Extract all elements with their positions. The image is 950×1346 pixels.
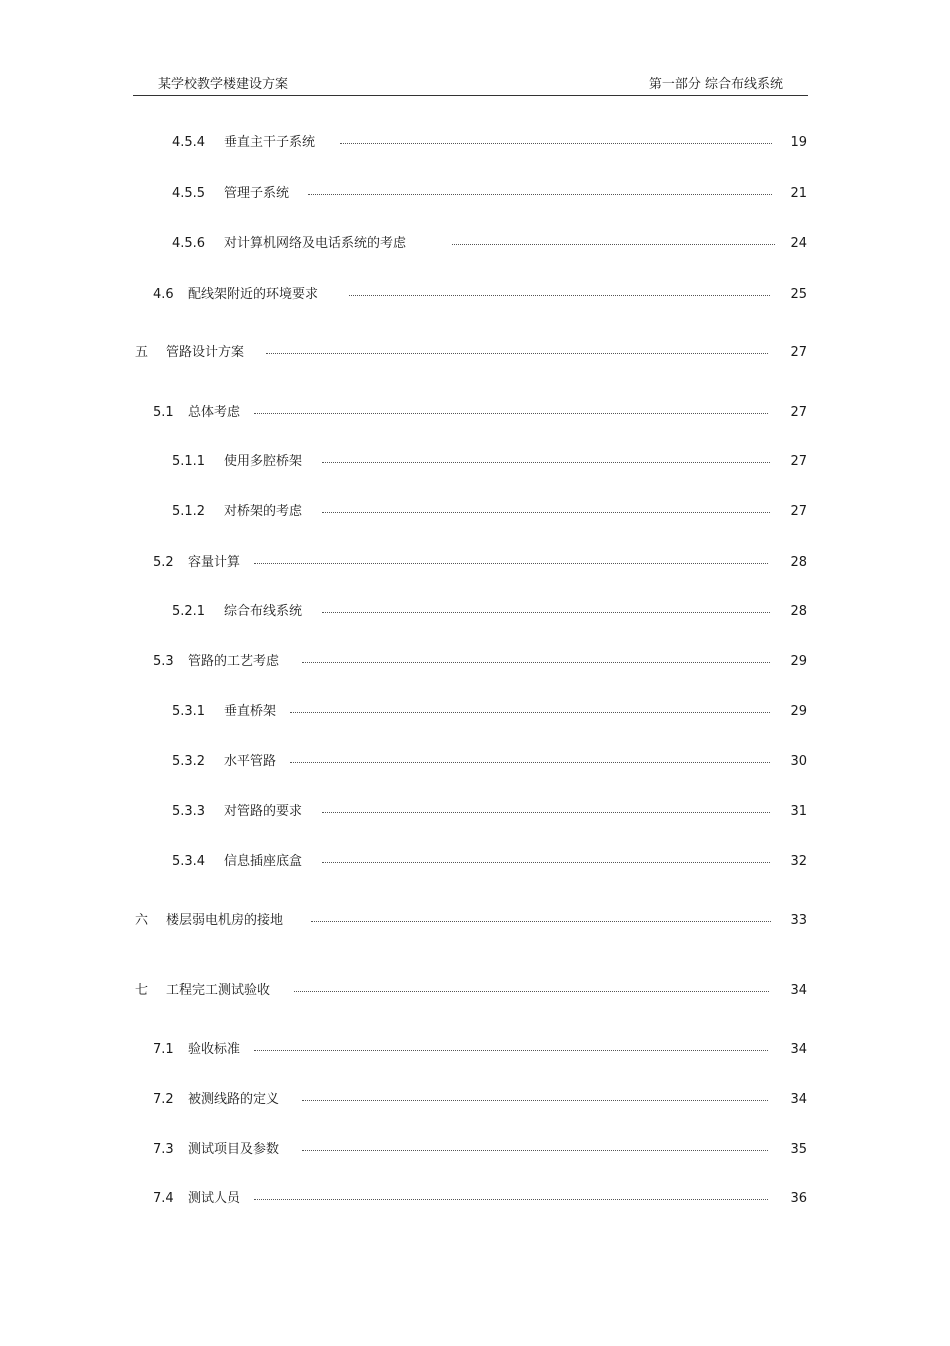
toc-title: 管理子系统 (224, 186, 290, 201)
toc-title: 信息插座底盒 (224, 854, 303, 869)
toc-page: 34 (790, 983, 807, 998)
toc-title: 楼层弱电机房的接地 (166, 913, 284, 928)
toc-title: 容量计算 (188, 555, 241, 570)
toc-entry[interactable] (153, 554, 807, 572)
toc-page: 34 (790, 1092, 807, 1107)
toc-leader-dots (290, 712, 770, 713)
toc-number: 5.3.3 (172, 804, 206, 819)
toc-number: 5.1.1 (172, 454, 206, 469)
toc-page: 21 (790, 186, 807, 201)
toc-page: 27 (790, 454, 807, 469)
toc-title: 垂直桥架 (224, 704, 277, 719)
toc-leader-dots (349, 295, 770, 296)
toc-leader-dots (302, 662, 770, 663)
toc-entry[interactable] (172, 603, 807, 621)
toc-number: 六 (135, 913, 149, 928)
toc-entry[interactable] (172, 803, 807, 821)
toc-page: 33 (790, 913, 807, 928)
toc-title: 工程完工测试验收 (166, 983, 271, 998)
toc-leader-dots (302, 1150, 768, 1151)
toc-number: 5.3.1 (172, 704, 206, 719)
toc-entry[interactable] (172, 753, 807, 771)
toc-title: 垂直主干子系统 (224, 135, 316, 150)
toc-leader-dots (322, 462, 770, 463)
toc-page: 31 (790, 804, 807, 819)
toc-leader-dots (322, 512, 770, 513)
toc-title: 总体考虑 (188, 405, 241, 420)
toc-page: 35 (790, 1142, 807, 1157)
toc-entry[interactable] (153, 1041, 807, 1059)
toc-entry[interactable] (153, 404, 807, 422)
toc-page: 27 (790, 504, 807, 519)
toc-leader-dots (254, 1050, 768, 1051)
toc-entry[interactable] (172, 503, 807, 521)
toc-number: 7.2 (153, 1092, 174, 1107)
toc-entry[interactable] (172, 185, 807, 203)
toc-number: 5.3.4 (172, 854, 206, 869)
toc-leader-dots (452, 244, 775, 245)
toc-title: 综合布线系统 (224, 604, 303, 619)
toc-number: 五 (135, 345, 149, 360)
toc-entry[interactable] (153, 1190, 807, 1208)
toc-entry[interactable] (172, 703, 807, 721)
toc-number: 5.2 (153, 555, 174, 570)
toc-title: 使用多腔桥架 (224, 454, 303, 469)
toc-title: 对管路的要求 (224, 804, 303, 819)
toc-leader-dots (290, 762, 770, 763)
toc-leader-dots (254, 563, 768, 564)
toc-page: 27 (790, 405, 807, 420)
toc-number: 5.1 (153, 405, 174, 420)
toc-page: 27 (790, 345, 807, 360)
toc-title: 对桥架的考虑 (224, 504, 303, 519)
toc-page: 28 (790, 555, 807, 570)
toc-page: 36 (790, 1191, 807, 1206)
toc-number: 4.5.6 (172, 236, 206, 251)
toc-page: 34 (790, 1042, 807, 1057)
toc-leader-dots (254, 413, 768, 414)
toc-leader-dots (322, 612, 770, 613)
toc-entry[interactable] (135, 912, 807, 930)
toc-title: 被测线路的定义 (188, 1092, 280, 1107)
toc-number: 7.4 (153, 1191, 174, 1206)
toc-page: 24 (790, 236, 807, 251)
toc-page: 32 (790, 854, 807, 869)
toc-number: 七 (135, 983, 149, 998)
toc-title: 配线架附近的环境要求 (188, 287, 319, 302)
toc-entry[interactable] (172, 853, 807, 871)
toc-number: 5.3.2 (172, 754, 206, 769)
toc-entry[interactable] (135, 344, 807, 362)
toc-title: 管路的工艺考虑 (188, 654, 280, 669)
toc-entry[interactable] (153, 1141, 807, 1159)
toc-page: 29 (790, 654, 807, 669)
toc-number: 7.1 (153, 1042, 174, 1057)
toc-leader-dots (322, 862, 770, 863)
toc-entry[interactable] (172, 453, 807, 471)
toc-leader-dots (308, 194, 772, 195)
toc-page: 19 (790, 135, 807, 150)
toc-title: 测试人员 (188, 1191, 241, 1206)
toc-leader-dots (254, 1199, 768, 1200)
toc-number: 5.2.1 (172, 604, 206, 619)
toc-leader-dots (311, 921, 771, 922)
toc-entry[interactable] (153, 653, 807, 671)
toc-leader-dots (322, 812, 770, 813)
toc-title: 对计算机网络及电话系统的考虑 (224, 236, 407, 251)
toc-page: 25 (790, 287, 807, 302)
toc-title: 测试项目及参数 (188, 1142, 280, 1157)
toc-number: 4.5.5 (172, 186, 206, 201)
document-title: 某学校教学楼建设方案 (158, 77, 289, 92)
toc-number: 4.6 (153, 287, 174, 302)
toc-page: 29 (790, 704, 807, 719)
toc-title: 管路设计方案 (166, 345, 245, 360)
toc-title: 验收标准 (188, 1042, 241, 1057)
toc-entry[interactable] (153, 1091, 807, 1109)
section-title: 第一部分 综合布线系统 (648, 77, 783, 92)
toc-leader-dots (340, 143, 772, 144)
toc-title: 水平管路 (224, 754, 277, 769)
toc-entry[interactable] (153, 286, 807, 304)
toc-number: 5.3 (153, 654, 174, 669)
toc-leader-dots (266, 353, 768, 354)
toc-entry[interactable] (135, 982, 807, 1000)
toc-number: 5.1.2 (172, 504, 206, 519)
toc-leader-dots (294, 991, 769, 992)
toc-entry[interactable] (172, 134, 807, 152)
toc-page: 30 (790, 754, 807, 769)
toc-number: 7.3 (153, 1142, 174, 1157)
toc-entry[interactable] (172, 235, 807, 253)
toc-page: 28 (790, 604, 807, 619)
toc-number: 4.5.4 (172, 135, 206, 150)
toc-leader-dots (302, 1100, 768, 1101)
